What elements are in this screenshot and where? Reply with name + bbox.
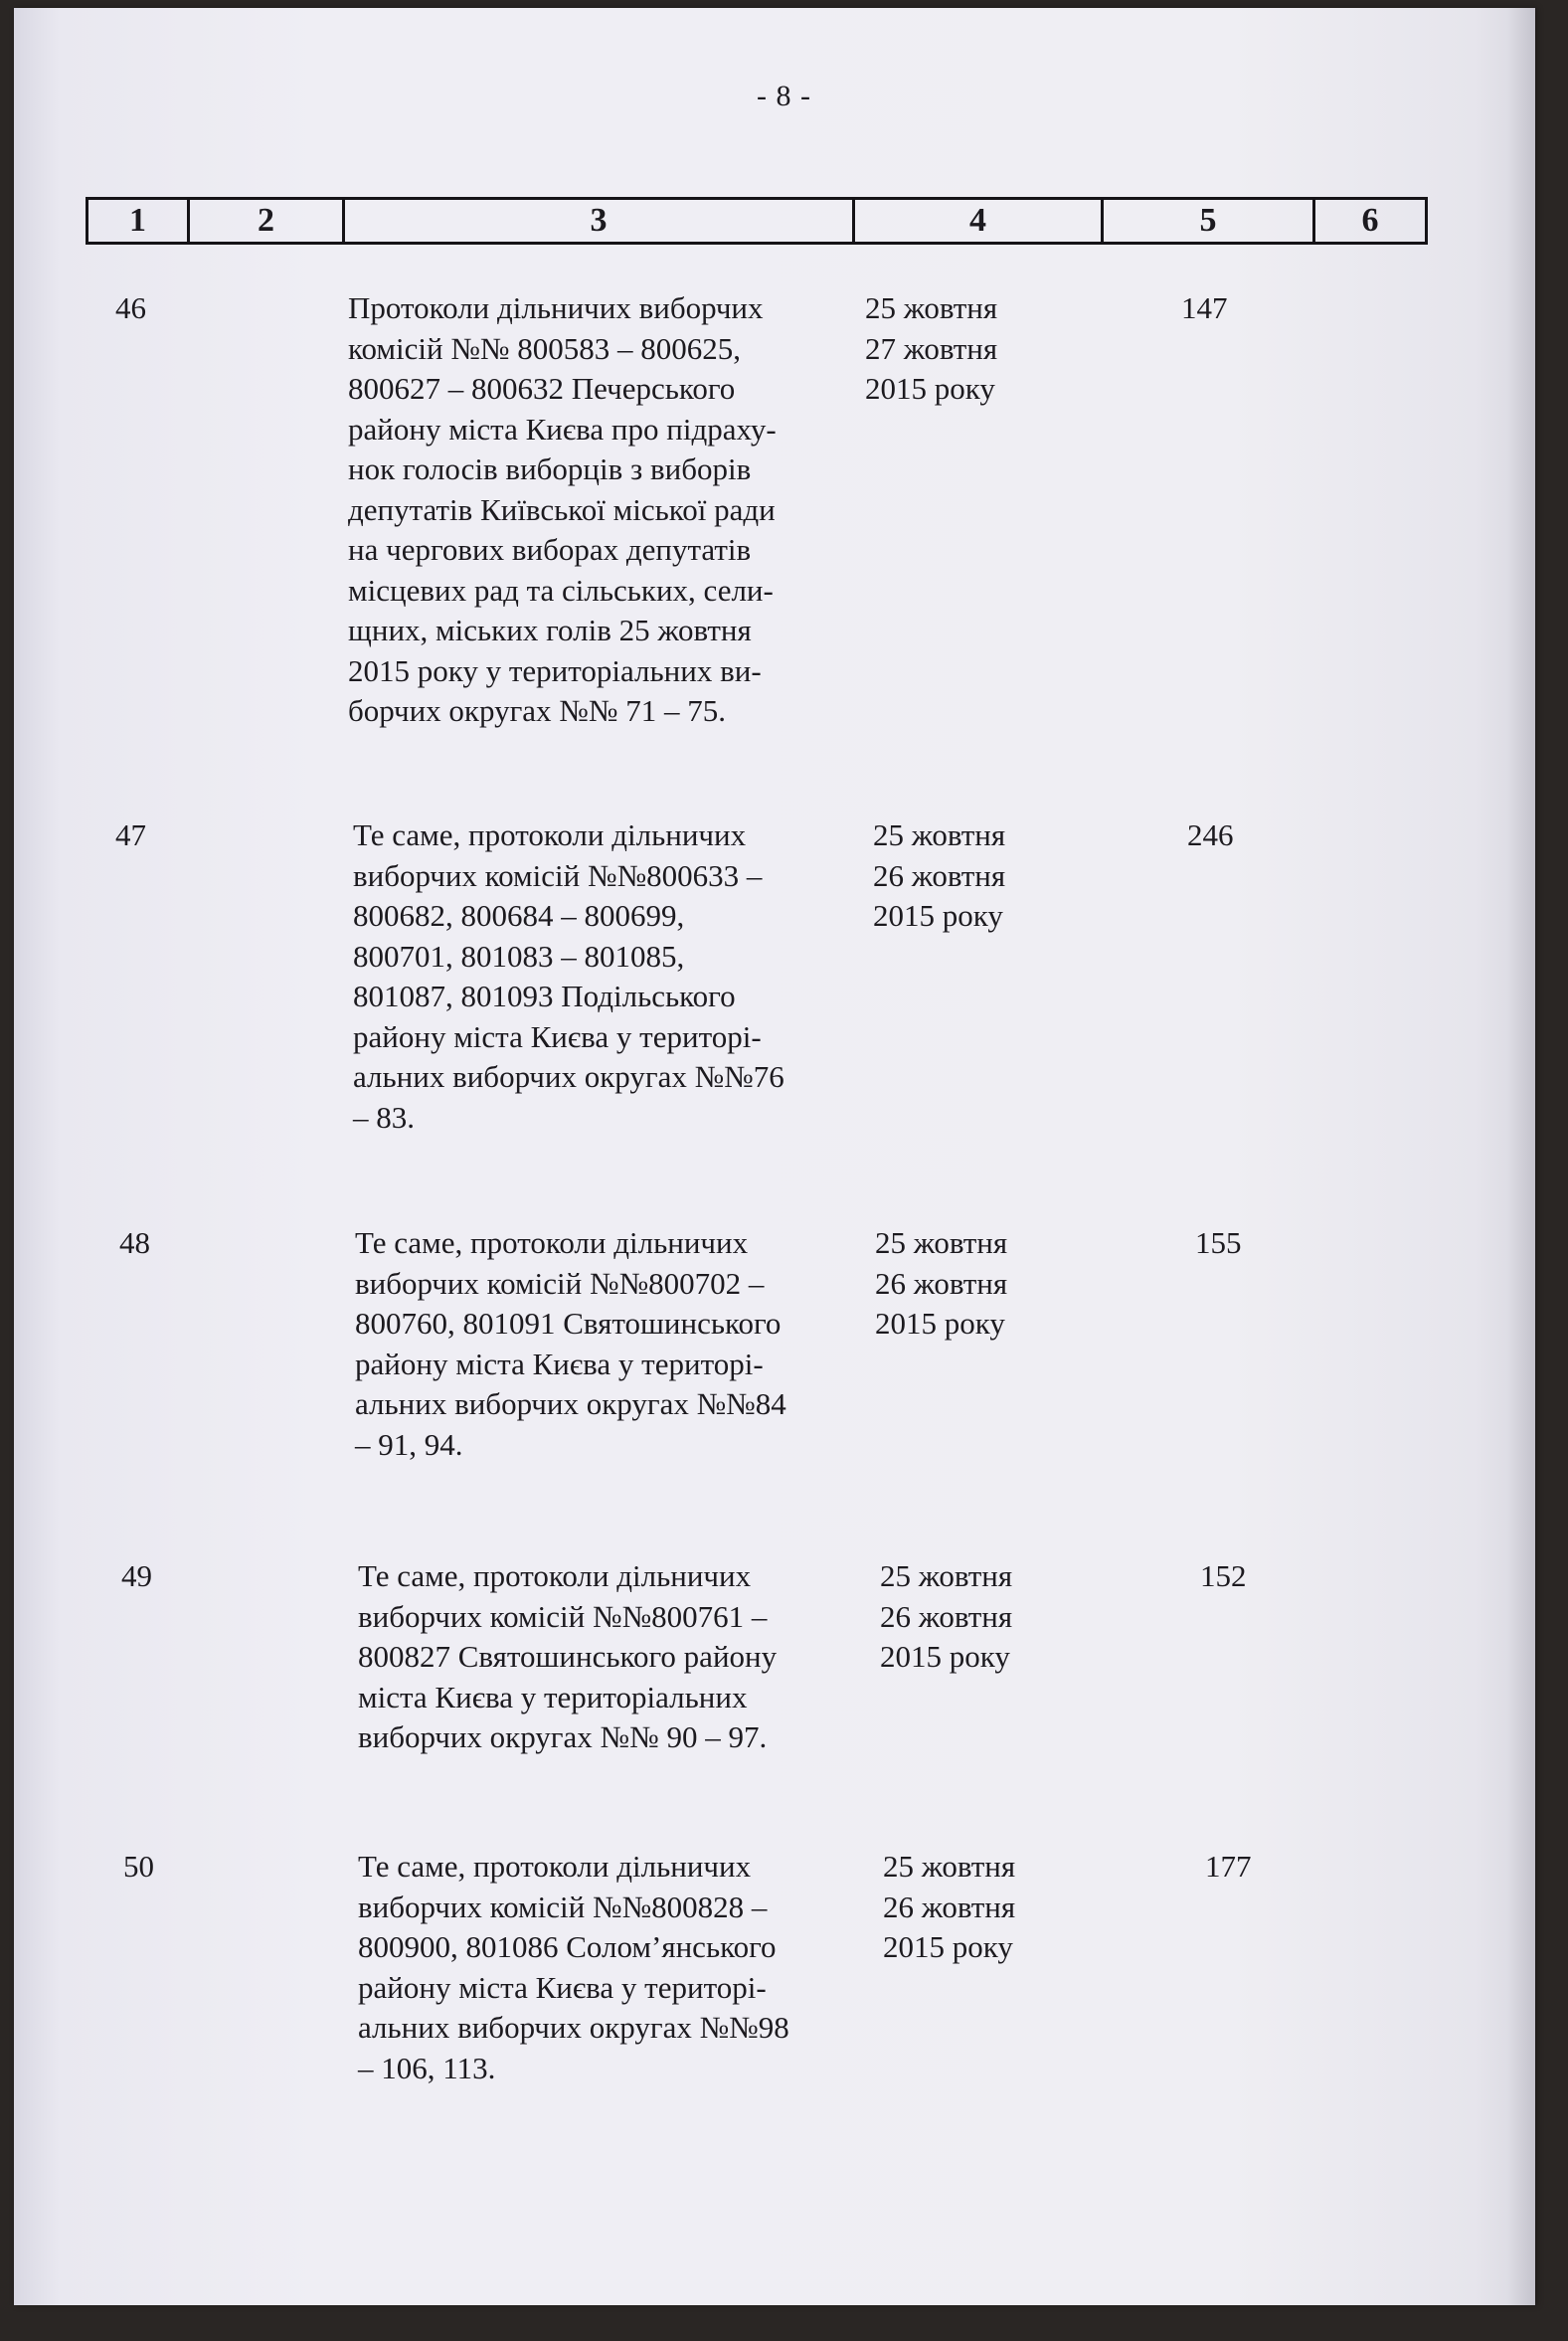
header-cell-4: 4 [855,200,1104,242]
item-number: 49 [121,1558,152,1593]
item-description: Те саме, протоколи дільничих виборчих комісій №№800633 – 800682, 800684 – 800699, 800701, 801083 – 801085, 801087, 801093 Подільського району міста Києва у територі- альних виборчих округах №№76 – 83. [353,817,784,1135]
item-dates: 25 жовтня 26 жовтня 2015 року [873,817,1006,933]
item-sheet-count: 155 [1195,1225,1242,1260]
item-sheet-count: 147 [1181,290,1228,325]
table-header-row [86,197,1428,245]
item-number: 50 [123,1849,154,1884]
page-number: - 8 - [757,80,811,112]
item-dates: 25 жовтня 26 жовтня 2015 року [880,1558,1013,1674]
item-dates: 25 жовтня 26 жовтня 2015 року [875,1225,1008,1341]
item-dates: 25 жовтня 27 жовтня 2015 року [865,290,998,406]
item-number: 48 [119,1225,150,1260]
header-cell-6: 6 [1361,202,1379,239]
item-description: Те саме, протоколи дільничих виборчих комісій №№800761 – 800827 Святошинського району міста Києва у територіальних виборчих округах №№ 90 – 97. [358,1558,778,1754]
item-description: Протоколи дільничих виборчих комісій №№ 800583 – 800625, 800627 – 800632 Печерського району міста Києва про підраху- нок голосів виборців з виборів депутатів Київської міської ради на чергових виборах депутатів місцевих рад та сільських, сели- щних, міських голів 25 жовтня 2015 року у територіальних ви- борчих округах №№ 71 – 75. [348,290,777,728]
item-dates: 25 жовтня 26 жовтня 2015 року [883,1849,1016,1964]
header-cell-2: 2 [190,200,345,242]
item-description: Те саме, протоколи дільничих виборчих комісій №№800828 – 800900, 801086 Солом’янського району міста Києва у територі- альних виборчих округах №№98 – 106, 113. [358,1849,789,2085]
item-number: 47 [115,817,146,852]
item-sheet-count: 246 [1187,817,1234,852]
item-number: 46 [115,290,146,325]
item-description: Те саме, протоколи дільничих виборчих комісій №№800702 – 800760, 801091 Святошинського району міста Києва у територі- альних виборчих округах №№84 – 91, 94. [355,1225,786,1462]
header-cell-3: 3 [345,200,855,242]
item-sheet-count: 177 [1205,1849,1252,1884]
header-cell-1: 1 [88,200,190,242]
header-cell-5: 5 [1104,200,1315,242]
item-sheet-count: 152 [1200,1558,1247,1593]
